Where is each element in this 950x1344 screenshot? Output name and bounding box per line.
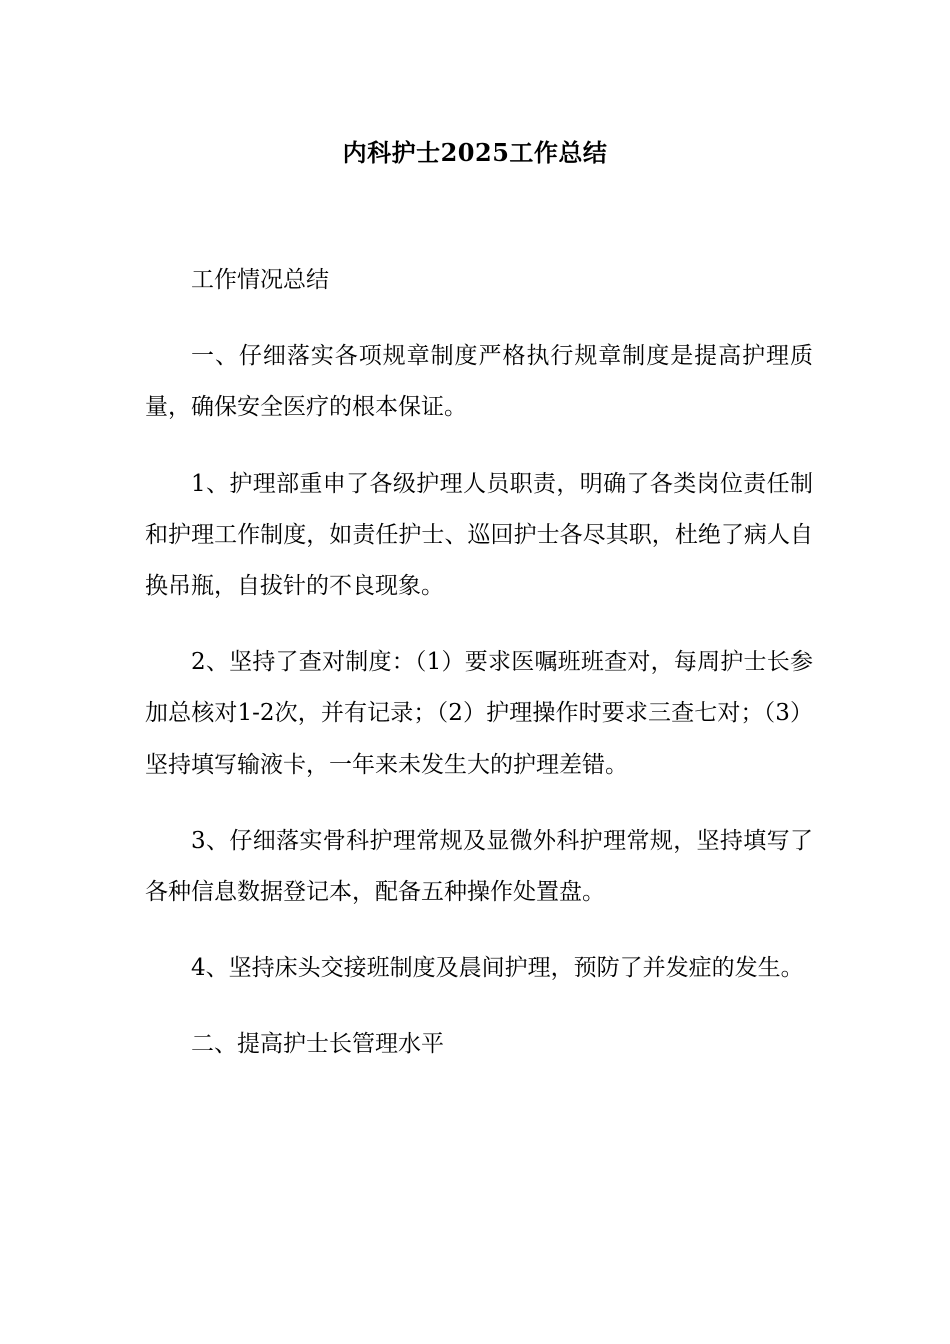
document-title: 内科护士2025工作总结	[342, 138, 608, 167]
paragraph-item-3: 3、仔细落实骨科护理常规及显微外科护理常规，坚持填写了各种信息数据登记本，配备五种操作处置盘。	[145, 827, 813, 906]
paragraph-section-one: 一、仔细落实各项规章制度严格执行规章制度是提高护理质量，确保安全医疗的根本保证。	[145, 343, 813, 421]
paragraph-item-1: 1、护理部重申了各级护理人员职责，明确了各类岗位责任制和护理工作制度，如责任护士、巡回护士各尽其职，杜绝了病人自换吊瓶，自拔针的不良现象。	[145, 470, 813, 600]
document-body	[145, 255, 813, 1096]
paragraph-item-2: 2、坚持了查对制度：（1）要求医嘱班班查对，每周护士长参加总核对1-2次，并有记录；（2）护理操作时要求三查七对；（3）坚持填写输液卡，一年来未发生大的护理差错。	[145, 649, 813, 778]
paragraph-item-4: 4、坚持床头交接班制度及晨间护理，预防了并发症的发生。	[191, 955, 804, 982]
section-heading-work-summary: 工作情况总结	[191, 267, 329, 293]
section-heading-two: 二、提高护士长管理水平	[191, 1031, 444, 1058]
